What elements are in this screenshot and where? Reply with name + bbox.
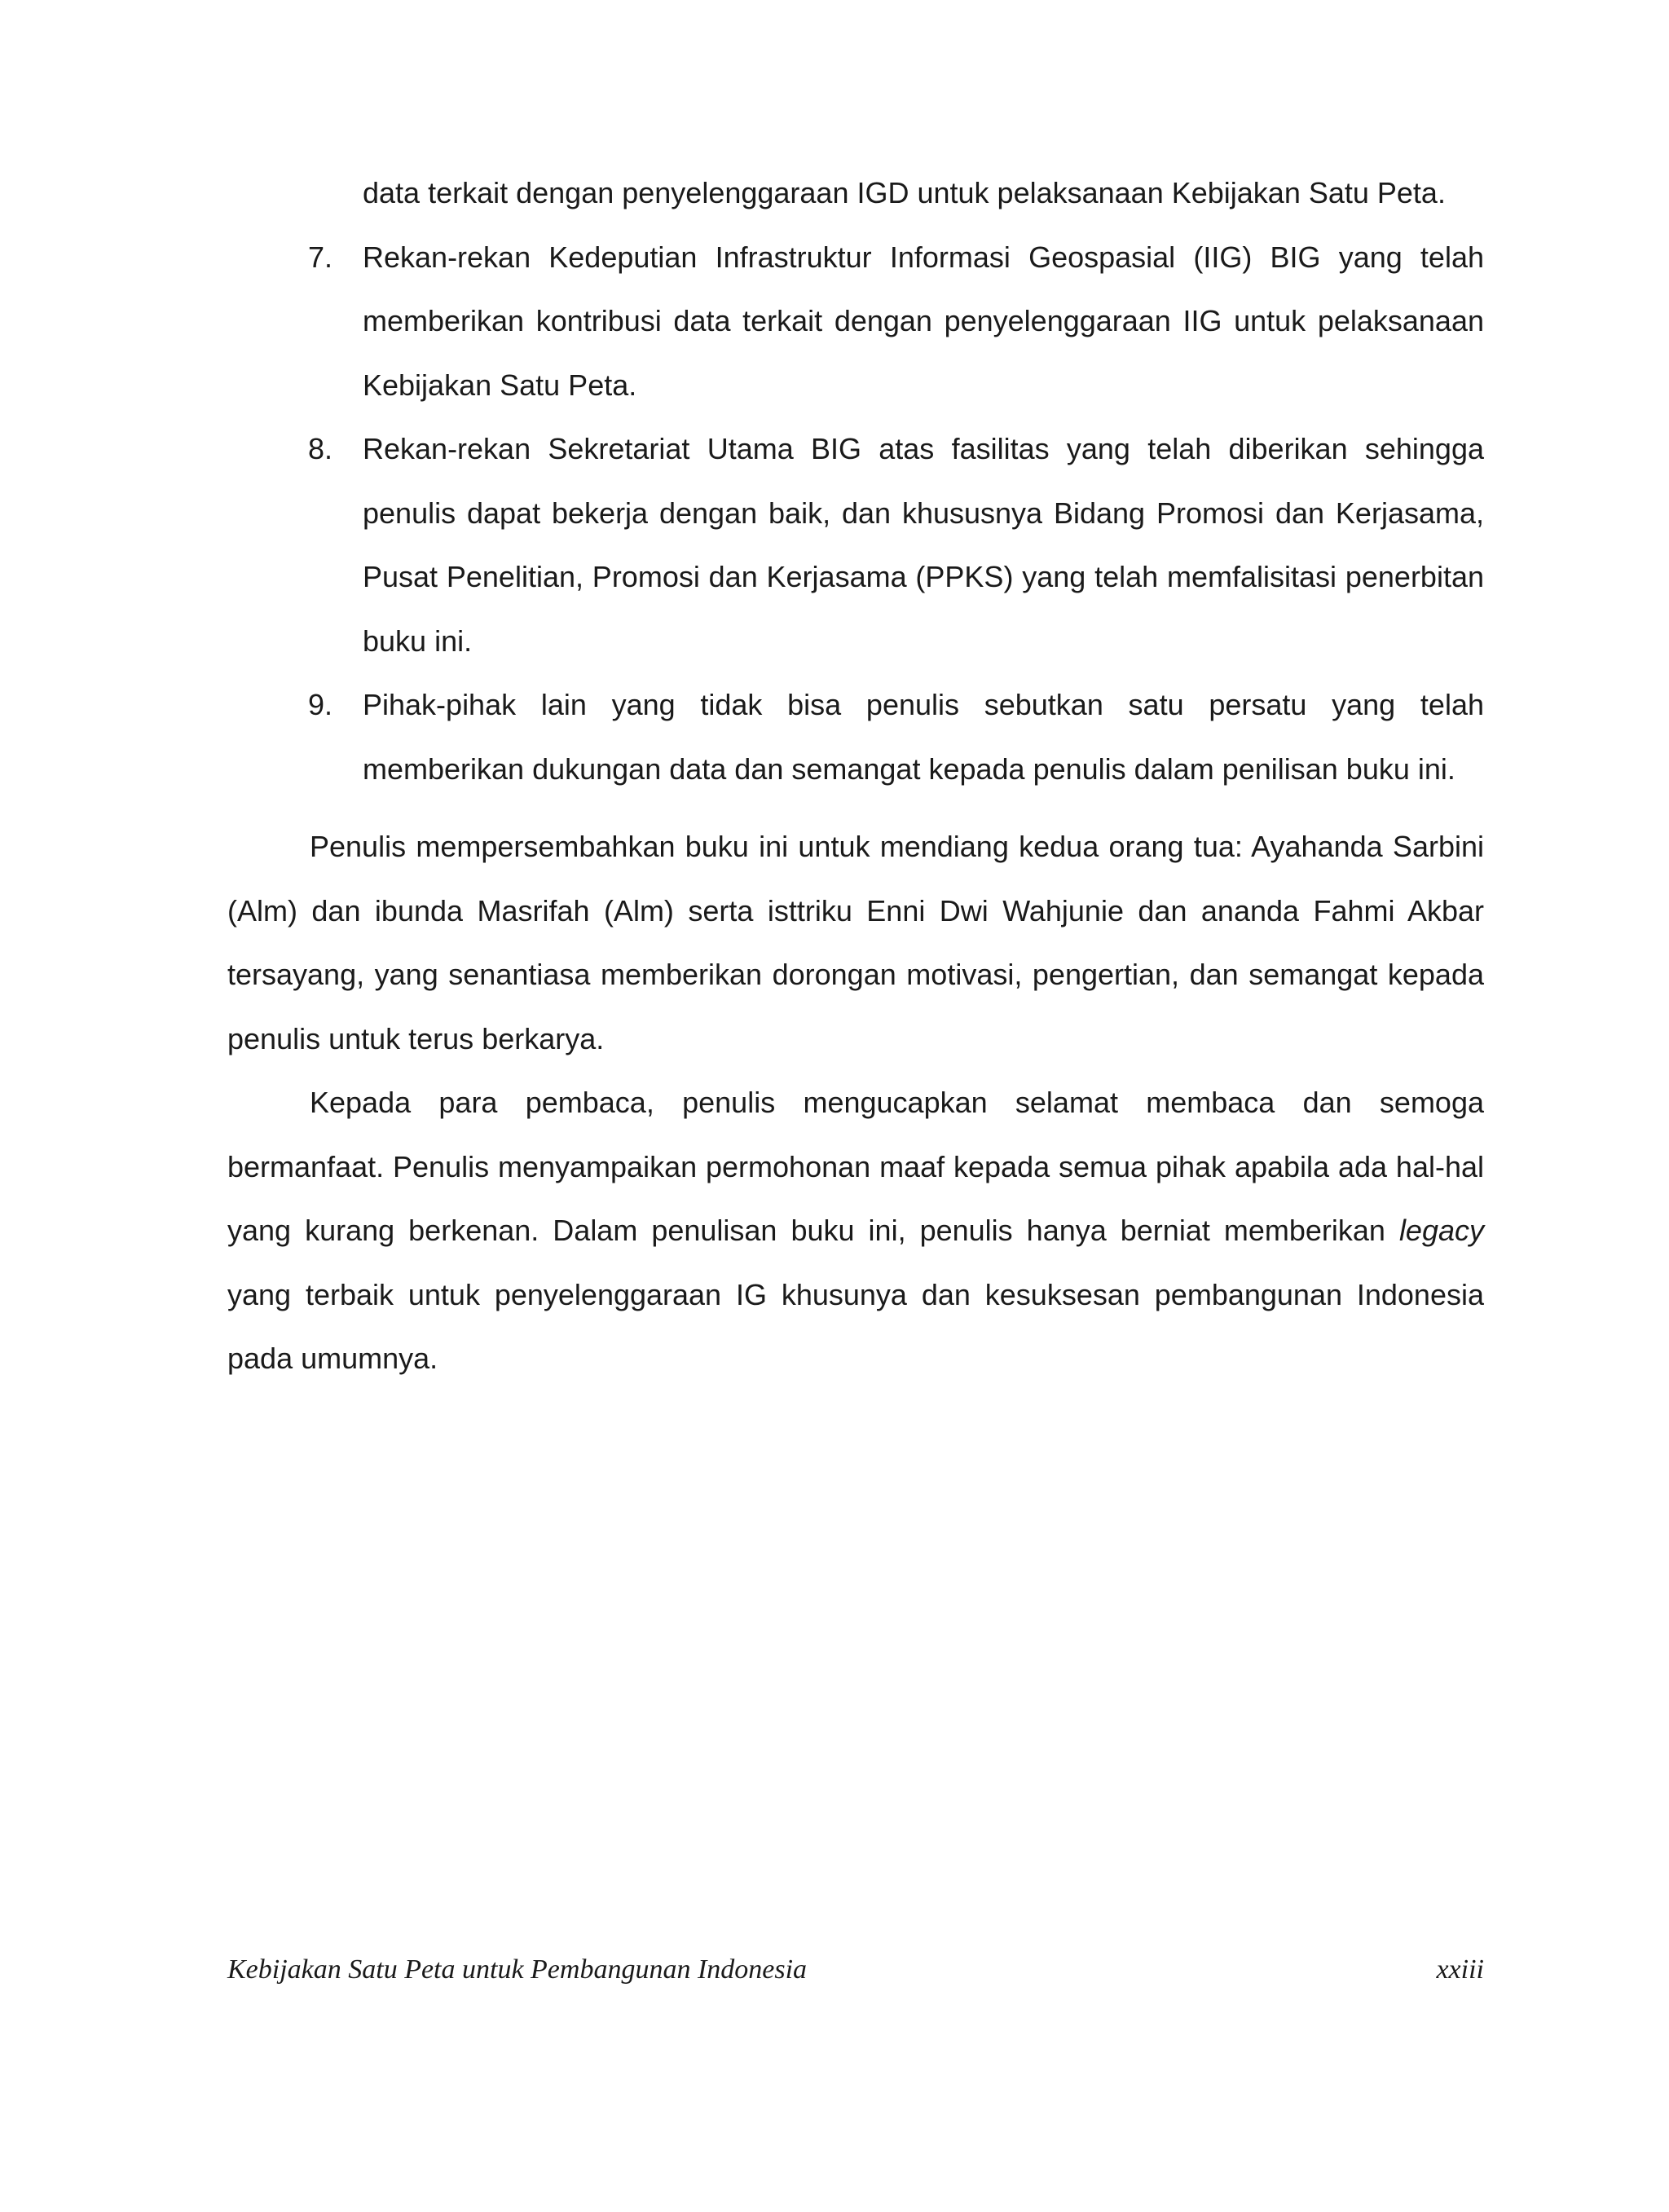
list-item — [227, 417, 1484, 673]
list-item-text: Rekan-rekan Kedeputian Infrastruktur Informasi Geospasial (IIG) BIG yang telah memberikan kontribusi data terkait dengan penyelenggaraan IIG untuk pelaksanaan Kebijakan Satu Peta. — [363, 240, 1484, 402]
list-item-number: 7. — [308, 240, 333, 274]
list-item-number: 8. — [308, 432, 333, 465]
list-item-text: Rekan-rekan Sekretariat Utama BIG atas fasilitas yang telah diberikan sehingga penulis dapat bekerja dengan baik, dan khususnya Bidang Promosi dan Kerjasama, Pusat Penelitian, Promosi dan Kerjasama (PPKS) yang telah memfalisitasi penerbitan buku ini. — [363, 432, 1484, 658]
dedication-paragraph: Penulis mempersembahkan buku ini untuk mendiang kedua orang tua: Ayahanda Sarbini (Alm) dan ibunda Masrifah (Alm) serta isttriku Enni Dwi Wahjunie dan ananda Fahmi Akbar tersayang, yang senantiasa memberikan dorongan motivasi, pengertian, dan semangat kepada penulis untuk terus berkarya. — [227, 830, 1484, 1055]
footer-page-number: xxiii — [1436, 1954, 1484, 1985]
list-item — [227, 226, 1484, 418]
acknowledgement-list — [227, 161, 1484, 801]
footer-book-title: Kebijakan Satu Peta untuk Pembangunan Indonesia — [227, 1954, 808, 1985]
page-footer — [227, 1954, 1484, 1985]
closing-text-italic: legacy — [1398, 1214, 1484, 1247]
list-item-number: 9. — [308, 688, 333, 721]
list-item-text: Pihak-pihak lain yang tidak bisa penulis sebutkan satu persatu yang telah memberikan dukungan data dan semangat kepada penulis dalam penilisan buku ini. — [363, 688, 1484, 786]
closing-text-before: Kepada para pembaca, penulis mengucapkan selamat membaca dan semoga bermanfaat. Penulis menyampaikan permohonan maaf kepada semua pihak apabila ada hal-hal yang kurang berkenan. Dalam penulisan buku ini, penulis hanya berniat memberikan — [227, 1086, 1484, 1247]
closing-paragraph — [227, 1071, 1484, 1391]
closing-text-after: yang terbaik untuk penyelenggaraan IG khusunya dan kesuksesan pembangunan Indonesia pada umumnya. — [227, 1277, 1484, 1375]
list-item — [227, 673, 1484, 801]
body-text — [227, 161, 1484, 1391]
list-item-text: data terkait dengan penyelenggaraan IGD untuk pelaksanaan Kebijakan Satu Peta. — [363, 176, 1446, 209]
list-item-continuation — [227, 161, 1484, 226]
